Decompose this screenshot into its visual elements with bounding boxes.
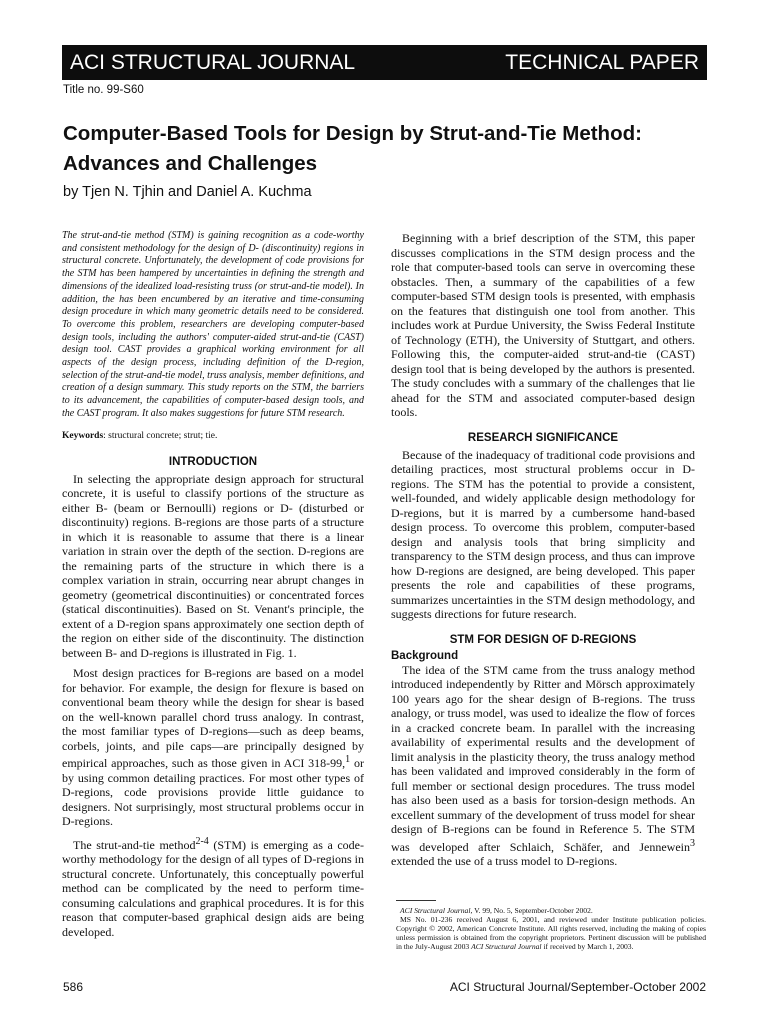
overview-paragraph: Beginning with a brief description of the STM, this paper discusses complications in the STM design process and the role that computer-based tools can serve in overcoming these obstacles. Then, a summary of the capabilities of a few computer-based STM design tools is presented, with emphasis on the features that distinguish one tool from another. This includes work at Purdue University, the Swiss Federal Institute of Technology (ETH), the University of Stuttgart, and others. Following this, the computer-aided strut-and-tie (CAST) design tool that is being developed by the authors is presented. The study concludes with a summary of the challenges that lie ahead for the STM and associated computer-based design tools. [391,231,695,419]
introduction-paragraph-2 [62,666,364,829]
footnote-line-1-rest: , V. 99, No. 5, September-October 2002. [470,906,593,915]
reference-superscript: 2-4 [195,835,209,847]
abstract: The strut-and-tie method (STM) is gaining recognition as a code-worthy and consistent methodology for the design of D- (discontinuity) regions in structural concrete. Unfortunately, the development of code provisions for the STM has been hampered by uncertainties in defining the strength and dimensions of the idealized load-resisting truss (or strut-and-tie model). In addition, the has been encumbered by an iterative and time-consuming design procedure in which many geometric details need to be considered. To overcome this problem, researchers are developing computer-based design tools, including the authors' computer-aided strut-and-tie (CAST) design tool. CAST provides a graphical working environment for all aspects of the design process, including definition of the D-region, selection of the strut-and-tie model, truss analysis, member definitions, and creation of a design summary. This study reports on the STM, the barriers to its advancement, the capabilities of computer-based design tools, and the CAST program. It also makes suggestions for future STM research. [62,230,364,419]
background-text-b: extended the use of a truss model to D-regions. [391,854,618,868]
journal-banner [62,45,707,80]
intro-p2-text-b: or by using common detailing practices. For most other types of D-regions, code provisions provide little guidance to designers. Not surprisingly, most structural problems occur in D-regions. [62,756,364,829]
journal-name: ACI STRUCTURAL JOURNAL [70,51,356,74]
keywords-text: : structural concrete; strut; tie. [103,430,218,441]
intro-p3-text-b: (STM) is emerging as a code-worthy methodology for the design of all types of D-regions in structural concrete. Unfortunately, this conceptually powerful method can be complicated by the need to perform time-consuming calculations and graphical procedures. It is for this reason that computer-based graphical design aids are being developed. [62,837,364,939]
footnote-journal-italic: ACI Structural Journal [400,906,471,915]
intro-p2-text-a: Most design practices for B-regions are based on a model for behavior. For example, the design for flexure is based on conventional beam theory while the design for shear is based on the well-known parallel chord truss analogy. In contrast, the most familiar types of D-regions—such as deep beams, corbels, joints, and pile caps—are principally designed by empirical approaches, such as those given in ACI 318-99, [62,666,364,771]
background-paragraph [391,663,695,869]
research-significance-heading: RESEARCH SIGNIFICANCE [467,431,619,444]
footnote-line-2-b: if received by March 1, 2003. [541,941,634,951]
title-number: Title no. 99-S60 [63,84,144,96]
left-column [62,230,364,945]
footnote-line-2 [396,916,706,952]
footnote [396,907,706,952]
paper-title: Computer-Based Tools for Design by Strut-and-Tie Method: Advances and Challenges [63,122,642,175]
introduction-paragraph-1: In selecting the appropriate design approach for structural concrete, it is useful to classify portions of the structure as either B- (beam or Bernoulli) regions or D- (disturbed or discontinuity) regions. B-regions are those parts of a structure in which it is reasonable to assume that there is a linear variation in strain over the depth of the section. D-regions are the remaining parts of the structure in which there is a complex variation in strain, occurring near abrupt changes in geometry (geometrical discontinuities) or concentrated forces (statical discontinuities). Based on St. Venant's principle, the extent of a D-region spans approximately one section depth of the region on either side of the discontinuity. The distinction between B- and D-regions is illustrated in Fig. 1. [62,471,364,660]
keywords [62,431,364,441]
background-text-a: The idea of the STM came from the truss analogy method introduced independently by Ritter and Mörsch approximately 100 years ago for the shear design of B-regions. The truss analogy, or truss model, was used to idealize the flow of forces in a cracked concrete beam. In parallel with the increasing availability of experimental results and the development of limit analysis in the plasticity theory, the truss analogy method has been validated and improved considerably in the form of full member or sectional design procedures. The truss model has also been used as a basis for torsion-design methods. An excellent summary of the development of truss model for shear design of B-regions can be found in Reference 5. The STM was developed after Schlaich, Schäfer, and Jennewein [391,662,695,854]
stm-section-heading: STM FOR DESIGN OF D-REGIONS [449,633,637,646]
reference-superscript: 3 [690,837,695,849]
footnote-line-2-a: MS No. 01-236 received August 6, 2001, and reviewed under Institute publication policies. Copyright © 2002, American Concrete Institute. All rights reserved, including the making of copies unless permission is obtained from the copyright proprietors. Pertinent discussion will be published in the July-August 2003 [396,914,706,951]
introduction-heading: INTRODUCTION [168,455,258,468]
paper-type: TECHNICAL PAPER [505,51,699,74]
page-number: 586 [63,980,84,994]
footer-journal: ACI Structural Journal/September-October 2002 [449,980,706,994]
background-subheading: Background [391,649,459,662]
footnote-journal-italic-2: ACI Structural Journal [471,941,542,951]
reference-superscript: 1 [345,754,351,766]
research-significance-paragraph: Because of the inadequacy of traditional code provisions and detailing practices, most structural problems occur in D-regions. The STM has the potential to provide a consistent, well-founded, and widely applicable design methodology for D-regions, but it is marred by a cumbersome hand-based design process. To overcome this problem, computer-based design and analysis tools that bring simplicity and transparency to the STM design process, and thus can improve how D-regions are designed, are being developed. This paper presents the role and capabilities of these programs, summarizes uncertainties in the STM design methodology, and suggests directions for future research. [391,447,695,621]
right-column [391,231,695,875]
keywords-label: Keywords [62,430,104,441]
introduction-paragraph-3 [62,835,364,940]
authors: by Tjen N. Tjhin and Daniel A. Kuchma [63,184,312,200]
intro-p3-text-a: The strut-and-tie method [73,837,196,852]
footnote-divider [396,900,436,901]
